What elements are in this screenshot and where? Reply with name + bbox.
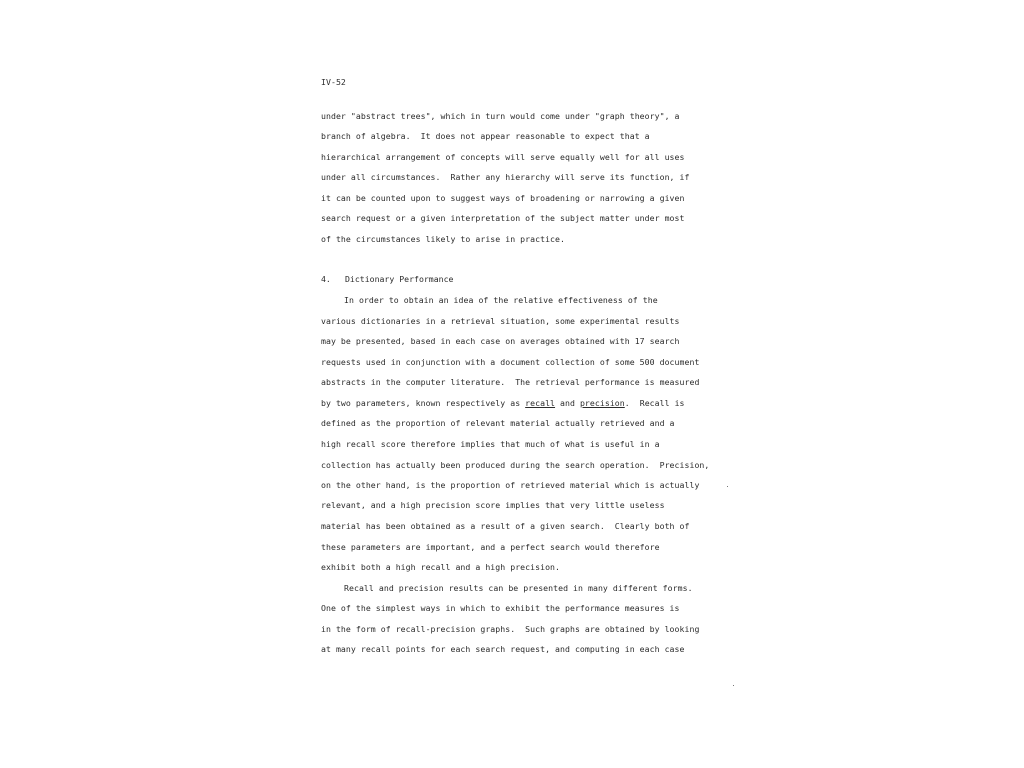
paragraph-line: One of the simplest ways in which to exhibit the performance measures is	[321, 603, 680, 613]
paragraph-line: high recall score therefore implies that much of what is useful in a	[321, 439, 660, 449]
paragraph-line: abstracts in the computer literature. The retrieval performance is measured	[321, 377, 700, 387]
line-text: by two parameters, known respectively as	[321, 398, 526, 408]
paragraph-line: branch of algebra. It does not appear reasonable to expect that a	[321, 131, 650, 141]
term-precision: precision	[579, 398, 625, 408]
term-recall: recall	[525, 398, 556, 408]
section-heading	[0, 274, 1024, 284]
paragraph-line: various dictionaries in a retrieval situation, some experimental results	[321, 316, 680, 326]
paragraph-line: search request or a given interpretation of the subject matter under most	[321, 213, 685, 223]
section-number: 4.	[321, 274, 331, 284]
paragraph-line: under all circumstances. Rather any hierarchy will serve its function, if	[321, 172, 690, 182]
page-number: IV-52	[321, 77, 346, 87]
paragraph-line: hierarchical arrangement of concepts will serve equally well for all uses	[321, 152, 685, 162]
paragraph-line: material has been obtained as a result of a given search. Clearly both of	[321, 521, 690, 531]
line-text: . Recall is	[624, 398, 685, 408]
paragraph-line: it can be counted upon to suggest ways of broadening or narrowing a given	[321, 193, 685, 203]
paragraph-line: Recall and precision results can be presented in many different forms.	[344, 583, 693, 593]
paragraph-line: In order to obtain an idea of the relative effectiveness of the	[344, 295, 658, 305]
paragraph-line: relevant, and a high precision score implies that very little useless	[321, 500, 665, 510]
paragraph-line: defined as the proportion of relevant material actually retrieved and a	[321, 418, 675, 428]
paragraph-line	[321, 398, 685, 408]
paragraph-line: may be presented, based in each case on averages obtained with 17 search	[321, 336, 680, 346]
paragraph-line: these parameters are important, and a perfect search would therefore	[321, 542, 660, 552]
paragraph-line: of the circumstances likely to arise in practice.	[321, 234, 565, 244]
section-title: Dictionary Performance	[345, 274, 454, 284]
paragraph-line: exhibit both a high recall and a high precision.	[321, 562, 561, 572]
paragraph-line: in the form of recall-precision graphs. Such graphs are obtained by looking	[321, 624, 700, 634]
paragraph-line: under "abstract trees", which in turn would come under "graph theory", a	[321, 111, 680, 121]
paragraph-line: on the other hand, is the proportion of retrieved material which is actually	[321, 480, 700, 490]
line-text: and	[555, 398, 580, 408]
scan-speck	[727, 486, 728, 487]
paragraph-line: at many recall points for each search request, and computing in each case	[321, 644, 685, 654]
paragraph-line: requests used in conjunction with a document collection of some 500 document	[321, 357, 700, 367]
paragraph-line: collection has actually been produced during the search operation. Precision,	[321, 460, 710, 470]
scan-speck	[733, 685, 734, 686]
